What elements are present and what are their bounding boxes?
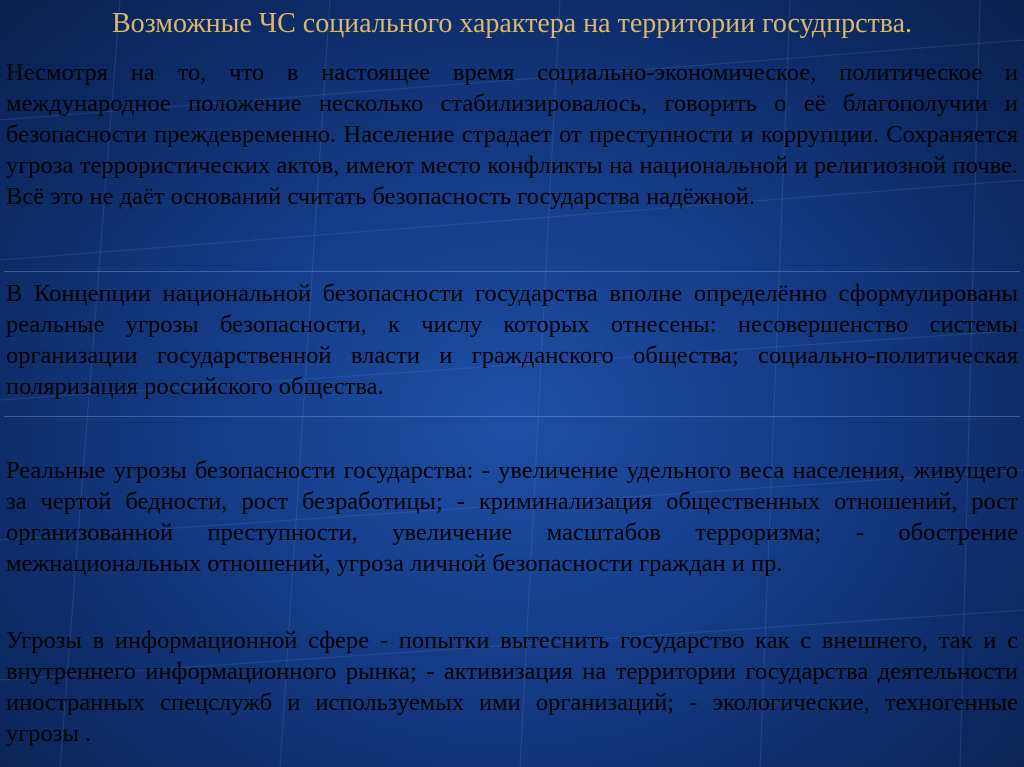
paragraph-real-threats: Реальные угрозы безопасности государства: - увеличение удельного веса населения, живущего за чертой бедности, рост безработицы; - криминализация общественных отношений, рост организованной преступности, увеличение масштабов терроризма; - обострение межнациональных отношений, угроза личной безопасности граждан и пр.: [6, 457, 1018, 577]
divider: [4, 271, 1020, 272]
paragraph-concept: В Концепции национальной безопасности государства вполне определённо сформулированы реальные угрозы безопасности, к числу которых отнесены: несовершенство системы организации государственной власти и гражданского общества; социально-политическая поляризация российского общества.: [6, 280, 1018, 400]
slide-title: Возможные ЧС социального характера на территории госудпрства.: [111, 8, 913, 39]
paragraph-situation: Несмотря на то, что в настоящее время социально-экономическое, политическое и международное положение несколько стабилизировалось, говорить о её благополучии и безопасности преждевременно. Население страдает от преступности и коррупции. Сохраняется угроза террористических актов, имеют место конфликты на национальной и религиозной почве. Всё это не даёт оснований считать безопасность государства надёжной.: [6, 59, 1018, 210]
divider: [4, 416, 1020, 417]
paragraph-info-threats: Угрозы в информационной сфере - попытки вытеснить государство как с внешнего, так и с внутреннего информационного рынка; - активизация на территории государства деятельности иностранных спецслужб и используемых ими организаций; - экологические, техногенные угрозы .: [6, 627, 1018, 747]
